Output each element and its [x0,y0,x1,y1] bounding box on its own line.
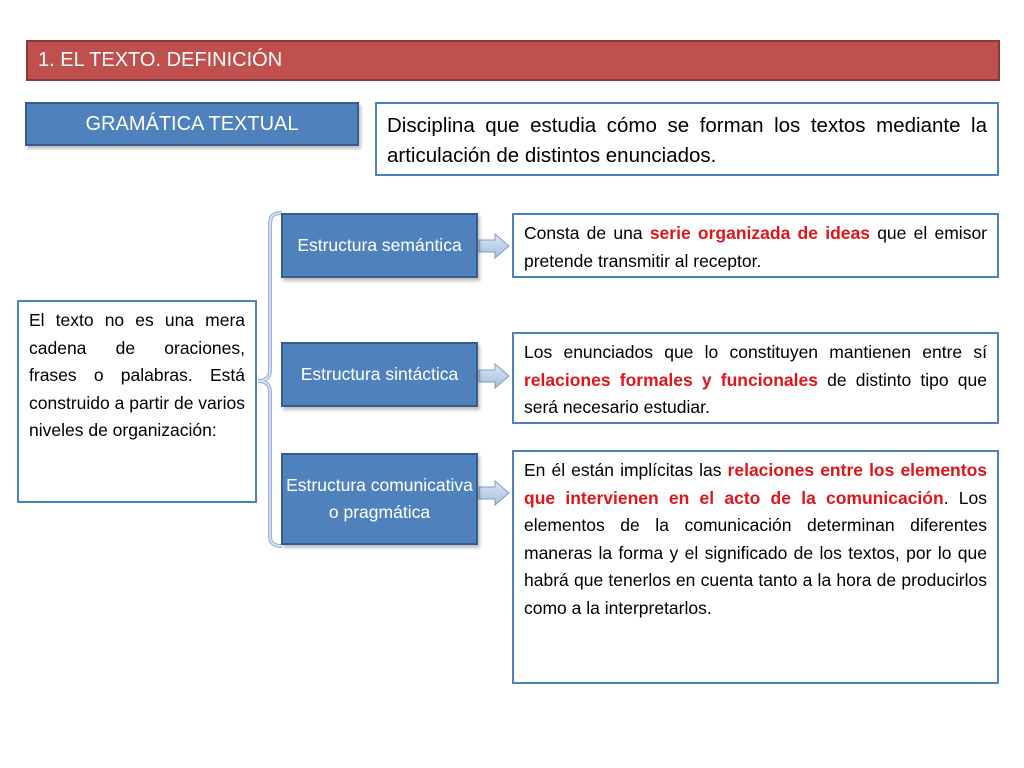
arrow-1 [479,234,509,258]
syntactic-description: Los enunciados que lo constituyen mantienen entre sí relaciones formales y funcionales de distinto tipo que será necesario estudiar. [512,332,999,424]
gramatica-textual-label: GRAMÁTICA TEXTUAL [25,102,359,146]
page-title: 1. EL TEXTO. DEFINICIÓN [38,49,283,71]
pragmatic-highlight: relaciones entre los elementos que intervienen en el acto de la comunicación [524,460,987,508]
structure-syntactic: Estructura sintáctica [281,342,478,407]
intro-box [17,300,257,503]
arrow-2 [479,364,509,388]
structure-semantic: Estructura semántica [281,213,478,278]
title-bar [26,40,1000,81]
gramatica-textual-definition: Disciplina que estudia cómo se forman los textos mediante la articulación de distintos enunciados. [375,102,999,176]
arrow-3 [479,481,509,505]
pragmatic-description: En él están implícitas las relaciones entre los elementos que intervienen en el acto de la comunicación. Los elementos de la comunicación determinan diferentes maneras la forma y el significado de los textos, por lo que habrá que tenerlos en cuenta tanto a la hora de producirlos como a la interpretarlos. [512,450,999,684]
intro-text: El texto no es una mera cadena de oraciones, frases o palabras. Está construido a partir de varios niveles de organización: [29,310,245,440]
structure-pragmatic: Estructura comunicativa o pragmática [281,453,478,545]
syntactic-highlight: relaciones formales y funcionales [524,369,818,390]
semantic-highlight: serie organizada de ideas [649,223,870,243]
semantic-description: Consta de una serie organizada de ideas que el emisor pretende transmitir al receptor. [512,213,999,278]
